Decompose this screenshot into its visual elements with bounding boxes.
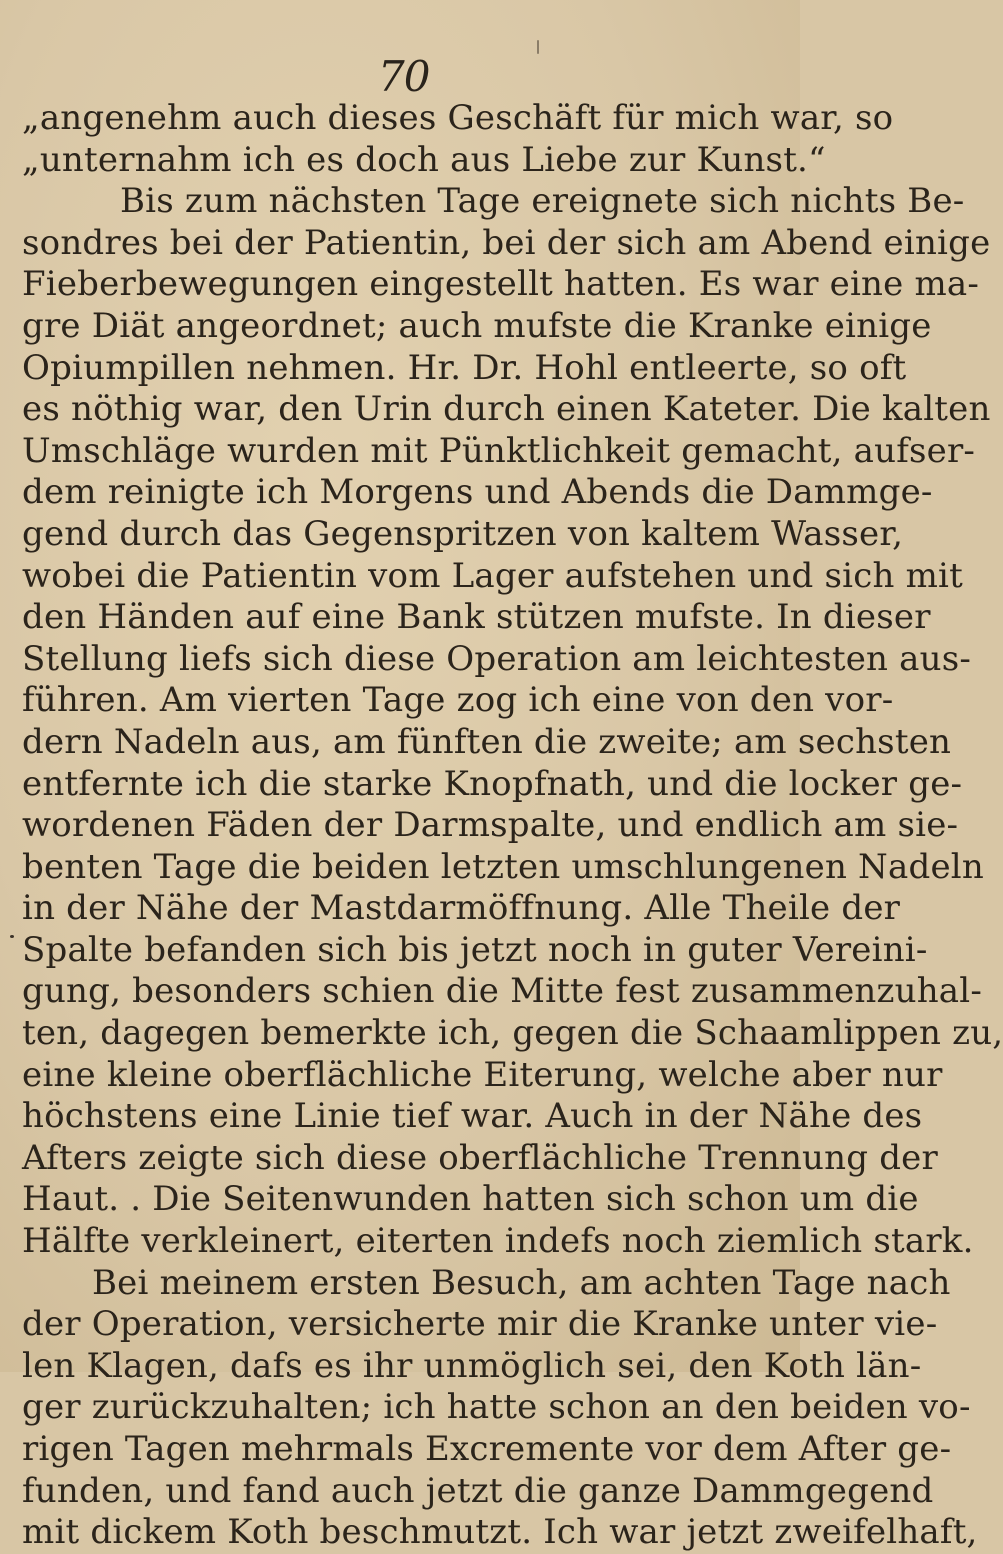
text-line: höchstens eine Linie tief war. Auch in der Nähe des: [22, 1096, 923, 1137]
text-line: gung, besonders schien die Mitte fest zusammenzuhal-: [22, 971, 983, 1012]
text-line: Fieberbewegungen eingestellt hatten. Es war eine ma-: [22, 264, 980, 305]
text-line: ten, dagegen bemerkte ich, gegen die Schaamlippen zu,: [22, 1013, 1003, 1054]
paragraph-start-line: Bis zum nächsten Tage ereignete sich nichts Be-: [120, 181, 965, 222]
text-line: Stellung liefs sich diese Operation am leichtesten aus-: [22, 638, 972, 679]
text-line: funden, und fand auch jetzt die ganze Dammgegend: [22, 1470, 934, 1511]
text-line: Haut. . Die Seitenwunden hatten sich schon um die: [22, 1179, 919, 1220]
text-line: Afters zeigte sich diese oberflächliche Trennung der: [22, 1137, 938, 1178]
text-line: Spalte befanden sich bis jetzt noch in guter Vereini-: [22, 929, 928, 970]
body-text: [22, 98, 1003, 1554]
text-line: den Händen auf eine Bank stützen mufste. In dieser: [22, 597, 931, 638]
text-line: „angenehm auch dieses Geschäft für mich war, so: [22, 98, 894, 138]
text-line: dern Nadeln aus, am fünften die zweite; am sechsten: [22, 721, 952, 762]
text-line: len Klagen, dafs es ihr unmöglich sei, den Koth län-: [22, 1345, 922, 1386]
text-line: eine kleine oberflächliche Eiterung, welche aber nur: [22, 1054, 943, 1095]
text-line: Opiumpillen nehmen. Hr. Dr. Hohl entleerte, so oft: [22, 347, 907, 388]
text-line: gend durch das Gegenspritzen von kaltem Wasser,: [22, 513, 904, 554]
text-line: entfernte ich die starke Knopfnath, und die locker ge-: [22, 763, 963, 804]
paper-speck: [10, 935, 14, 938]
text-line: „unternahm ich es doch aus Liebe zur Kunst.“: [22, 139, 826, 180]
text-line: mit dickem Koth beschmutzt. Ich war jetzt zweifelhaft,: [22, 1512, 978, 1553]
text-line: wobei die Patientin vom Lager aufstehen und sich mit: [22, 555, 963, 596]
text-line: dem reinigte ich Morgens und Abends die Dammge-: [22, 472, 933, 513]
text-line: in der Nähe der Mastdarmöffnung. Alle Theile der: [22, 888, 901, 929]
text-line: führen. Am vierten Tage zog ich eine von den vor-: [22, 680, 894, 721]
text-line: sondres bei der Patientin, bei der sich am Abend einige: [22, 222, 991, 263]
paper-speck: [537, 40, 539, 54]
text-line: rigen Tagen mehrmals Excremente vor dem After ge-: [22, 1429, 952, 1469]
page-number: 70: [378, 52, 430, 101]
text-line: wordenen Fäden der Darmspalte, und endlich am sie-: [22, 805, 959, 846]
text-line: gre Diät angeordnet; auch mufste die Kranke einige: [22, 305, 932, 346]
text-line: benten Tage die beiden letzten umschlungenen Nadeln: [22, 846, 984, 887]
text-line: ger zurückzuhalten; ich hatte schon an den beiden vo-: [22, 1387, 971, 1428]
text-line: Umschläge wurden mit Pünktlichkeit gemacht, aufser-: [22, 430, 976, 471]
text-line: der Operation, versicherte mir die Kranke unter vie-: [22, 1304, 938, 1345]
text-line: Hälfte verkleinert, eiterten indefs noch ziemlich stark.: [22, 1221, 974, 1262]
text-line: es nöthig war, den Urin durch einen Kateter. Die kalten: [22, 389, 991, 430]
paragraph-start-line: Bei meinem ersten Besuch, am achten Tage nach: [92, 1262, 951, 1303]
